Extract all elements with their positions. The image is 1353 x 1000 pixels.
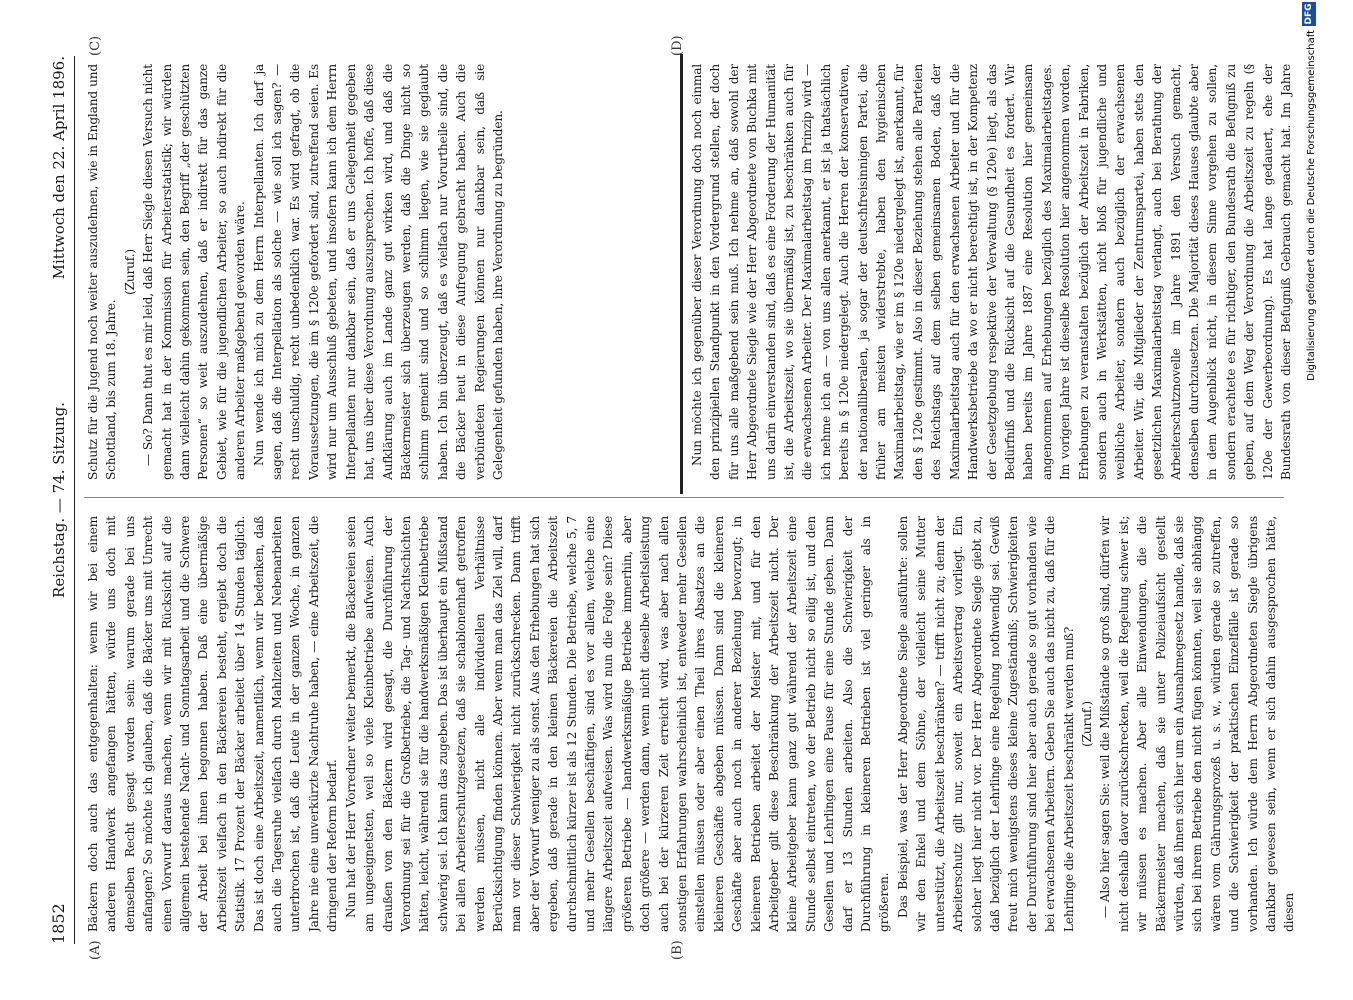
session-date: Mittwoch den 22. April 1896. xyxy=(50,56,68,280)
margin-marker-b: (B) xyxy=(670,940,685,960)
page-number: 1852 xyxy=(49,903,68,944)
right-column-bottom xyxy=(688,64,1296,480)
margin-marker-a: (A) xyxy=(88,940,103,960)
session-title: Reichstag. — 74. Sitzung. xyxy=(50,402,68,598)
paragraph: Schutz für die Jugend noch weiter auszudehnen, wie in England und Schottland, bis zum 18. Jahre. xyxy=(86,64,119,480)
margin-marker-c: (C) xyxy=(88,35,103,56)
paragraph: — So? Dann thut es mir leid, daß Herr Siegle diesen Versuch nicht gemacht hat in der Kommission für Arbeiterstatistik; wir würden dann vielleicht dahin gekommen sein, den Begriff „der geschützten Personen“ so weit auszudehnen, daß er indirekt für das ganze Gebiet, wie für die jugendlichen Arbeiter, so auch indirekt für die anderen Arbeiter maßgebend geworden wäre. xyxy=(141,64,248,480)
margin-marker-d: (D) xyxy=(670,35,685,56)
paragraph: Das Beispiel, was der Herr Abgeordnete Siegle ausführte: sollen wir den Enkel und dem Söhne, der vielleicht seine Mutter unterstützt, die Arbeitszeit beschränken? — trifft nicht zu; denn der Arbeiterschutz gilt nur, soweit ein Arbeitsvertrag vorliegt. Ein solcher liegt hier nicht vor. Der Herr Abgeordnete Siegle giebt zu, daß bezüglich der Lehrlinge eine Regelung nothwendig sei. Gewiß freut mich wenigstens dieses kleine Zugeständniß; Schwierigkeiten der Durchführung sind hier aber auch gerade so gut vorhanden wie bei erwachsenen Arbeitern. Geben Sie auch das nicht zu, daß für die Lehrlinge die Arbeitszeit beschränkt werden muß? xyxy=(895,516,1076,932)
paragraph: Bäckern doch auch das entgegenhalten: wenn wir bei einem anderen Handwerk angefangen hätten, würde uns doch mit demselben Recht gesagt worden sein: warum gerade bei uns anfangen? So möchte ich glauben, daß die Bäcker uns mit Unrecht einen Vorwurf daraus machen, wenn wir mit Rücksicht auf die allgemein bestehende Nacht- und Sonntagsarbeit und die Schwere der Arbeit bei ihnen begonnen haben. Daß eine übermäßige Arbeitszeit vielfach in den Bäckereien besteht, ergiebt doch die Statistik. 17 Prozent der Bäcker arbeitet über 14 Stunden täglich. Das ist doch eine Arbeitszeit, namentlich, wenn wir bedenken, daß auch die Tagesruhe vielfach durch Mahlzeiten und Nebenarbeiten unterbrochen ist, daß die Leute in der ganzen Woche, in ganzen Jahre nie eine unverkürzte Nachtruhe haben, — eine Arbeitszeit, die dringend der Reform bedarf. xyxy=(86,516,340,932)
interjection: (Zuruf.) xyxy=(122,249,137,295)
dfg-logo-text: DFG xyxy=(1304,3,1314,25)
paragraph: Nun hat der Herr Vorredner weiter bemerkt, die Bäckereien seien am ungeeignetsten, weil so viele Kleinbetriebe aufweisen. Auch draußen von den Bäckern wird gesagt, die Durchführung der Verordnung sei für die Großbetriebe, die Tag- und Nachtschichten hätten, leicht, während sie für die handwerksmäßigen Kleinbetriebe schwierig sei. Ich kann das zugeben. Das ist überhaupt ein Mißstand bei allen Arbeiterschutzgesetzen, daß sie schablonenhaft getroffen werden müssen, nicht alle individuellen Verhältnisse Berücksichtigung finden können. Aber wenn man das Ziel will, darf man vor dieser Schwierigkeit nicht zurückschrecken. Dann trifft aber der Vorwurf weniger zu als sonst. Aus den Erhebungen hat sich ergeben, daß gerade in den kleinen Bäckereien die Arbeitszeit durchschnittlich kürzer ist als 12 Stunden. Die Betriebe, welche 5, 7 und mehr Gesellen beschäftigen, sind es vor allem, welche eine längere Arbeitszeit aufweisen. Was wird nun die Folge sein? Diese größeren Betriebe — handwerksmäßige Betriebe immerhin, aber doch größere — werden dann, wenn nicht dieselbe Arbeitsleistung auch bei der kürzeren Zeit erreicht wird, was aber nach allen sonstigen Erfahrungen wahrscheinlich ist, entweder mehr Gesellen einstellen müssen oder aber einen Theil ihres Absatzes an die kleineren Geschäfte abgeben müssen. Dann sind die kleineren Geschäfte aber auch noch in anderer Beziehung bevorzugt; in kleineren Betrieben arbeitet der Meister mit, und für den Arbeitgeber gilt diese Beschränkung der Arbeitszeit nicht. Der kleine Arbeitgeber kann ganz gut während der Arbeitszeit eine Stunde selbst eintreten, wo der Betrieb nicht so eilig ist, und den Gesellen und Lehrlingen eine Pause für eine Stunde geben. Dann darf er 13 Stunden arbeiten. Also die Schwierigkeit der Durchführung in kleineren Betrieben ist viel geringer als in größeren. xyxy=(343,516,892,932)
digitization-footer xyxy=(1300,0,1330,1000)
left-column xyxy=(84,516,1296,932)
page-header xyxy=(36,56,75,944)
paragraph: — Also hier sagen Sie: weil die Mißstände so groß sind, dürfen wir nicht deshalb davor zurückschrecken, weil die Regelung schwer ist; wir müssen es machen. Aber alle Einwendungen, die die Bäckermeister machen, daß sie unter Polizeiaufsicht gestellt würden, daß ihnen sich hier um ein Ausnahmegesetz handle, daß sie sich bei ihrem Betriebe den nicht fügen könnten, weil sie abhängig wären vom Gährungsprozeß u. s. w., würden gerade so zutreffen, und die Schwierigkeit der praktischen Einzelfälle ist gerade so vorhanden. Ich würde dem Herrn Abgeordneten Siegle übrigens dankbar gewesen sein, wenn er sich dahin ausgesprochen hätte, diesen xyxy=(1098,516,1296,932)
right-column xyxy=(84,64,1296,480)
interjection: (Zuruf.) xyxy=(1079,701,1094,747)
paragraph: Nun wende ich mich zu dem Herrn Interpellanten. Ich darf ja sagen, daß die Interpellation als solche — wie soll ich sagen? — recht unschuldig, recht unbedenklich war. Es wird gefragt, ob die Voraussetzungen, die im § 120e gefordert sind, zutreffend seien. Es wird nur um Ausschluß gebeten, und insofern kann ich dem Herrn Interpellanten nur dankbar sein, daß er uns Gelegenheit gegeben hat, uns über diese Verordnung auszusprechen. Ich hoffe, daß diese Aufklärung auch im Lande ganz gut wirken wird, und daß die Bäckermeister sich überzeugen werden, daß die Dinge nicht so schlimm gemeint sind und so schlimm liegen, wie sie geglaubt haben. Ich bin überzeugt, daß es vielfach nur Vorurtheile sind, die die Bäcker heut in diese Aufregung gebracht haben. Auch die verbündeten Regierungen können nur dankbar sein, daß sie Gelegenheit gefunden haben, ihre Verordnung zu begründen. xyxy=(251,64,505,480)
dfg-logo xyxy=(1302,2,1316,26)
right-column-top xyxy=(84,64,674,480)
column-divider xyxy=(84,497,1284,498)
section-rule xyxy=(680,54,683,494)
paragraph: Nun möchte ich gegenüber dieser Verordnung doch noch einmal den prinzipiellen Standpunkt in den Vordergrund stellen, der doch für uns alle maßgebend sein muß. Ich nehme an, daß sowohl der Herr Abgeordnete Siegle wie der Herr Abgeordnete von Buchka mit uns darin einverstanden sind, daß es eine Forderung der Humanität ist, die Arbeitszeit, wo sie übermäßig ist, zu beschränken auch für die erwachsenen Arbeiter. Der Maximalarbeitstag im Prinzip wird — ich nehme ich an — von uns allen anerkannt, er ist ja thatsächlich bereits in § 120e niedergelegt. Auch die Herren der konservativen, der nationalliberalen, ja sogar der deutschfreisinnigen Partei, die früher am meisten widerstrebte, haben den hygienischen Maximalarbeitstag, wie er im § 120e niedergelegt ist, anerkannt, für den § 120e gestimmt. Also in dieser Beziehung stehen alle Parteien des Reichstags auf dem selben gemeinsamen Boden, daß der Maximalarbeitstag auch für den erwachsenen Arbeiter und für die Handwerksbetriebe da wo er nicht berechtigt ist, in der Kompetenz der Gesetzgebung respektive der Verwaltung (§ 120e) liegt, als das Bedürfniß und die Rücksicht auf die Gesundheit es fordert. Wir haben bereits im Jahre 1887 eine Resolution hier gemeinsam angenommen auf Erhebungen bezüglich des Maximalarbeitstages. Im vorigen Jahre ist dieselbe Resolution hier angenommen worden, Erhebungen zu veranstalten bezüglich der Arbeitszeit in Fabriken, sondern auch in Werkstätten, nicht bloß für jugendliche und weibliche Arbeiter, sondern auch bezüglich der erwachsenen Arbeiter. Wir, die Mitglieder der Zentrumspartei, haben stets den gesetzlichen Maximalarbeitstag verlangt, auch bei Berathung der Arbeiterschutznovelle im Jahre 1891 den Versuch gemacht, denselben durchzusetzen. Die Majorität dieses Hauses glaubte aber in dem Augenblick nicht, in diesem Sinne vorgehen zu sollen, sondern erachtete es für richtiger, den Bundesrath die Befugniß zu geben, auf dem Weg der Verordnung die Arbeitszeit zu regeln (§ 120e der Gewerbeordnung). Es hat lange gedauert, ehe der Bundesrath von dieser Befugniß Gebrauch gemacht hat. Im Jahre xyxy=(690,64,1293,480)
funding-credit: Digitalisierung gefördert durch die Deutsche Forschungsgemeinschaft xyxy=(1306,30,1317,381)
